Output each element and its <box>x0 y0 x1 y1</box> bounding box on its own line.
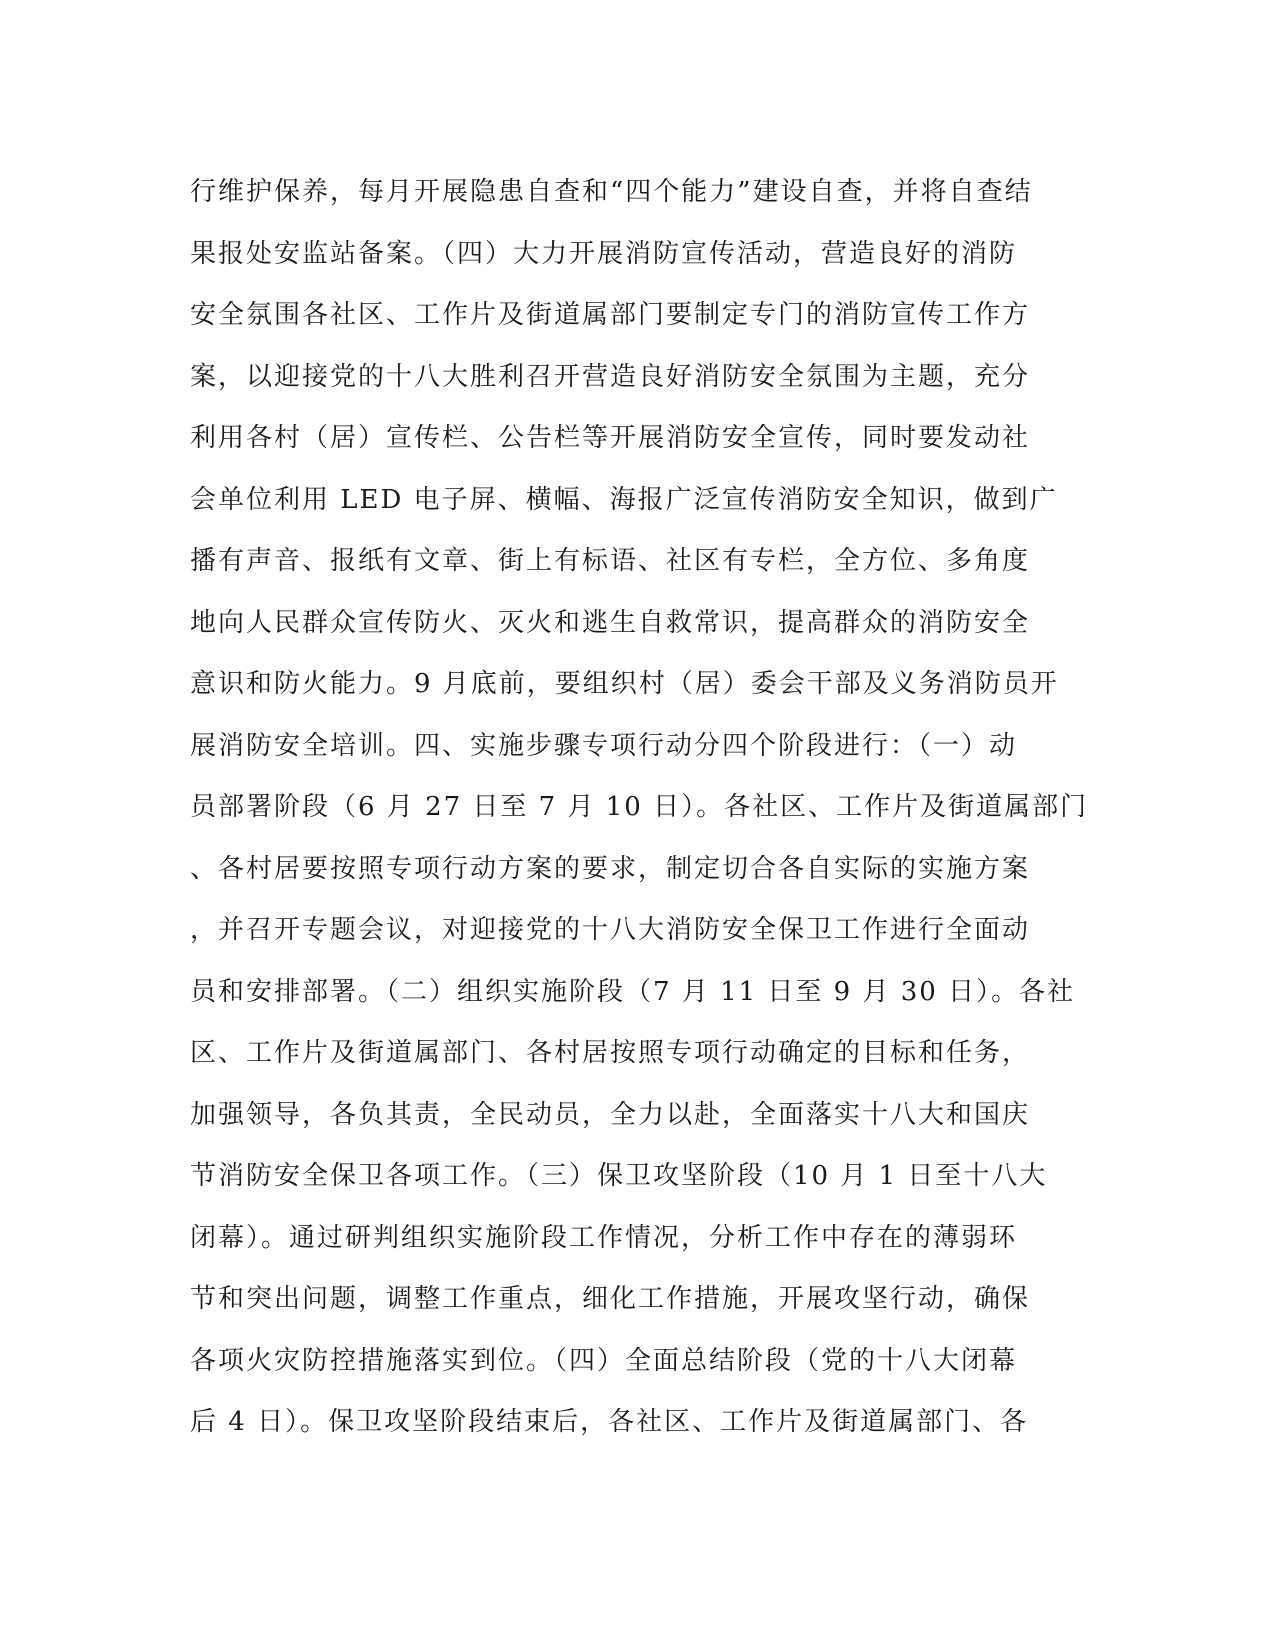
text-line: 会单位利用 LED 电子屏、横幅、海报广泛宣传消防安全知识，做到广 <box>190 484 1058 515</box>
text-line: 节和突出问题，调整工作重点，细化工作措施，开展攻坚行动，确保 <box>190 1284 1031 1314</box>
text-line: 意识和防火能力。9 月底前，要组织村（居）委会干部及义务消防员开 <box>190 669 1059 699</box>
text-line: 区、工作片及街道属部门、各村居按照专项行动确定的目标和任务， <box>190 1038 1031 1068</box>
text-line: 案，以迎接党的十八大胜利召开营造良好消防安全氛围为主题，充分 <box>190 361 1031 392</box>
text-line: 节消防安全保卫各项工作。（三）保卫攻坚阶段（10 月 1 日至十八大 <box>190 1161 1048 1191</box>
text-line: 后 4 日）。保卫攻坚阶段结束后，各社区、工作片及街道属部门、各 <box>190 1407 1029 1437</box>
text-line: 地向人民群众宣传防火、灭火和逃生自救常识，提高群众的消防安全 <box>190 607 1031 638</box>
text-line: 闭幕）。通过研判组织实施阶段工作情况，分析工作中存在的薄弱环 <box>190 1222 1018 1253</box>
text-line: 果报处安监站备案。（四）大力开展消防宣传活动，营造良好的消防 <box>190 238 1018 269</box>
text-line: 各项火灾防控措施落实到位。（四）全面总结阶段（党的十八大闭幕 <box>190 1345 1018 1376</box>
text-line: 行维护保养，每月开展隐患自查和“四个能力”建设自查，并将自查结 <box>190 177 1033 207</box>
text-line: 利用各村（居）宣传栏、公告栏等开展消防安全宣传，同时要发动社 <box>190 423 1031 453</box>
text-line: 展消防安全培训。四、实施步骤专项行动分四个阶段进行：（一）动 <box>190 730 1018 761</box>
text-line: 、各村居要按照专项行动方案的要求，制定切合各自实际的实施方案 <box>190 853 1031 884</box>
text-line: 安全氛围各社区、工作片及街道属部门要制定专门的消防宣传工作方 <box>190 300 1031 330</box>
text-line: 员和安排部署。（二）组织实施阶段（7 月 11 日至 9 月 30 日）。各社 <box>190 976 1076 1007</box>
text-line: 加强领导，各负其责，全民动员，全力以赴，全面落实十八大和国庆 <box>190 1099 1031 1130</box>
text-line: 播有声音、报纸有文章、街上有标语、社区有专栏，全方位、多角度 <box>190 546 1031 576</box>
body-text <box>190 162 1090 1454</box>
text-line: 员部署阶段（6 月 27 日至 7 月 10 日）。各社区、工作片及街道属部门 <box>190 792 1089 822</box>
text-line: ，并召开专题会议，对迎接党的十八大消防安全保卫工作进行全面动 <box>190 915 1031 945</box>
